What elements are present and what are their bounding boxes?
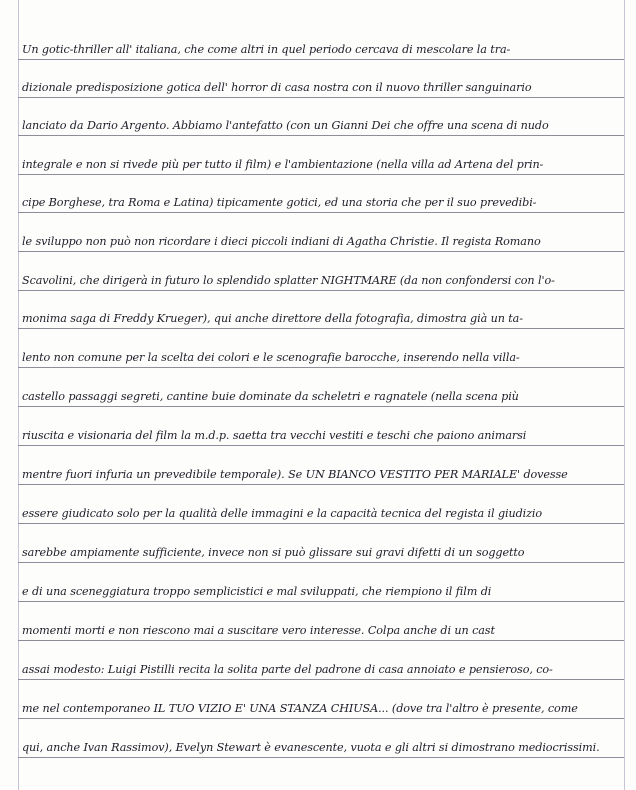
text-line-11: [18, 408, 624, 446]
line-text: essere giudicato solo per la qualità delle immagini e la capacità tecnica del regista il giudizio: [22, 507, 543, 520]
line-text: qui, anche Ivan Rassimov), Evelyn Stewart è evanescente, vuota e gli altri si dimostrano mediocrissimi.: [22, 741, 600, 754]
line-text: integrale e non si rivede più per tutto il film) e l'ambientazione (nella villa ad Artena del prin-: [22, 158, 544, 171]
text-line-12: [18, 447, 624, 485]
line-text: monima saga di Freddy Krueger), qui anche direttore della fotografia, dimostra già un ta-: [22, 312, 523, 325]
text-line-13: [18, 486, 624, 524]
text-line-9: [18, 330, 624, 368]
line-text: e di una sceneggiatura troppo semplicistici e mal sviluppati, che riempiono il film di: [22, 585, 492, 598]
line-text: dizionale predisposizione gotica dell' horror di casa nostra con il nuovo thriller sanguinario: [22, 81, 532, 94]
line-text: riuscita e visionaria del film la m.d.p. saetta tra vecchi vestiti e teschi che paiono animarsi: [22, 429, 527, 442]
line-text: lento non comune per la scelta dei colori e le scenografie barocche, inserendo nella villa-: [22, 351, 520, 364]
text-line-5: [18, 175, 624, 213]
line-text: lanciato da Dario Argento. Abbiamo l'antefatto (con un Gianni Dei che offre una scena di nudo: [22, 119, 549, 132]
text-line-1: [18, 22, 624, 60]
text-line-2: [18, 60, 624, 98]
text-line-15: [18, 564, 624, 602]
right-margin-rule: [624, 0, 625, 790]
text-line-4: [18, 137, 624, 175]
line-text: Un gotic-thriller all' italiana, che come altri in quel periodo cercava di mescolare la tra-: [22, 43, 511, 56]
line-text: castello passaggi segreti, cantine buie dominate da scheletri e ragnatele (nella scena più: [22, 390, 519, 403]
line-text: le sviluppo non può non ricordare i dieci piccoli indiani di Agatha Christie. Il regista Romano: [22, 235, 541, 248]
line-text: cipe Borghese, tra Roma e Latina) tipicamente gotici, ed una storia che per il suo prevedibi-: [22, 196, 537, 209]
line-text: mentre fuori infuria un prevedibile temporale). Se UN BIANCO VESTITO PER MARIALE' dovesse: [22, 468, 568, 481]
text-line-3: [18, 98, 624, 136]
text-line-8: [18, 291, 624, 329]
text-line-14: [18, 525, 624, 563]
text-line-16: [18, 603, 624, 641]
line-text: me nel contemporaneo IL TUO VIZIO E' UNA STANZA CHIUSA... (dove tra l'altro è presente, come: [22, 702, 578, 715]
text-line-7: [18, 253, 624, 291]
line-text: momenti morti e non riescono mai a suscitare vero interesse. Colpa anche di un cast: [22, 624, 495, 637]
text-line-10: [18, 369, 624, 407]
line-text: assai modesto: Luigi Pistilli recita la solita parte del padrone di casa annoiato e pensieroso, co-: [22, 663, 553, 676]
text-line-18: [18, 681, 624, 719]
text-line-19: [18, 720, 624, 758]
line-text: Scavolini, che dirigerà in futuro lo splendido splatter NIGHTMARE (da non confondersi con l'o-: [22, 274, 555, 287]
line-text: sarebbe ampiamente sufficiente, invece non si può glissare sui gravi difetti di un soggetto: [22, 546, 525, 559]
text-line-17: [18, 642, 624, 680]
text-line-6: [18, 214, 624, 252]
